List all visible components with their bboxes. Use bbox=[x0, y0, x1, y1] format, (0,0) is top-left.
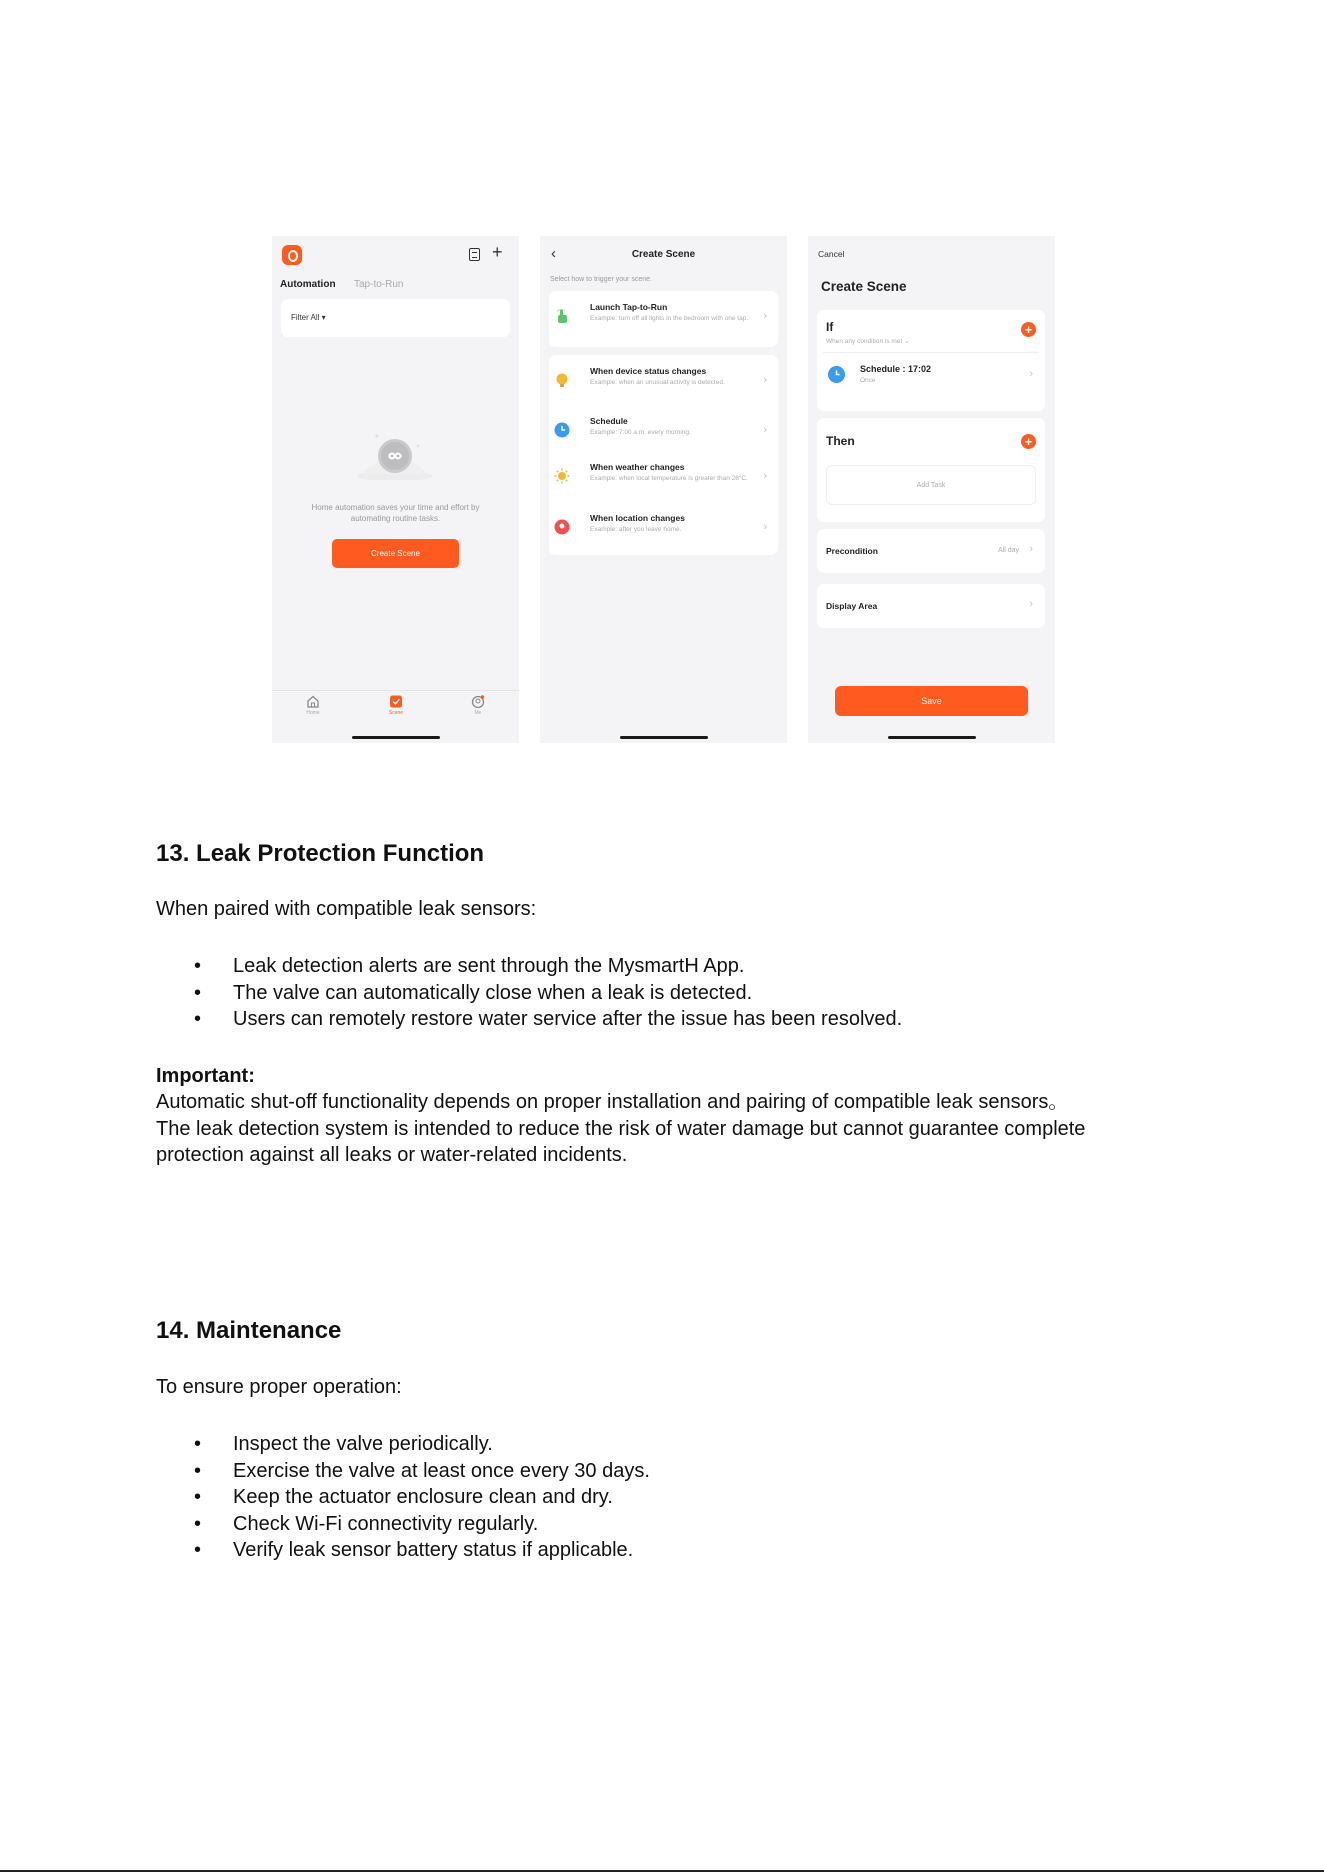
create-scene-edit-screenshot bbox=[808, 236, 1055, 743]
list-item: • Users can remotely restore water service after the issue has been resolved. bbox=[156, 1006, 902, 1033]
sun-icon bbox=[554, 468, 570, 484]
nav-scene[interactable]: Scene bbox=[376, 695, 416, 716]
if-card bbox=[817, 310, 1045, 411]
chevron-right-icon: › bbox=[763, 424, 767, 436]
save-button[interactable]: Save bbox=[835, 686, 1028, 716]
home-indicator bbox=[888, 736, 976, 739]
chevron-right-icon: › bbox=[1029, 543, 1033, 555]
tab-tap-to-run[interactable]: Tap-to-Run bbox=[354, 279, 404, 290]
document-icon[interactable] bbox=[469, 248, 480, 261]
screen-title: Create Scene bbox=[821, 279, 907, 294]
screen-subtitle: Select how to trigger your scene. bbox=[550, 276, 652, 283]
schedule-repeat: Once bbox=[860, 377, 876, 384]
section-13-heading: 13. Leak Protection Function bbox=[156, 840, 485, 867]
chevron-right-icon: › bbox=[763, 521, 767, 533]
important-heading: Important: bbox=[156, 1065, 255, 1087]
screen-title: Create Scene bbox=[631, 249, 696, 260]
important-note bbox=[156, 1063, 1166, 1168]
location-pin-icon bbox=[554, 519, 570, 535]
automation-screenshot bbox=[272, 236, 519, 743]
profile-icon bbox=[471, 695, 485, 708]
home-indicator bbox=[352, 736, 440, 739]
tab-automation[interactable]: Automation bbox=[280, 279, 336, 290]
display-area-row[interactable]: Display Area › bbox=[817, 584, 1045, 628]
filter-label: Filter All ▾ bbox=[291, 313, 326, 322]
scene-icon bbox=[389, 695, 403, 708]
if-heading: If bbox=[826, 320, 834, 334]
section-13-bullets bbox=[156, 953, 902, 1033]
list-item: • Exercise the valve at least once every 30 days. bbox=[156, 1458, 650, 1485]
if-condition-dropdown[interactable]: When any condition is met ⌄ bbox=[826, 338, 910, 345]
nav-me[interactable]: Me bbox=[458, 695, 498, 716]
chevron-right-icon: › bbox=[1029, 368, 1033, 380]
chevron-right-icon: › bbox=[763, 374, 767, 386]
section-13-intro: When paired with compatible leak sensors: bbox=[156, 898, 537, 920]
app-logo-icon bbox=[282, 245, 302, 265]
list-item: • Check Wi-Fi connectivity regularly. bbox=[156, 1511, 650, 1538]
trigger-weather[interactable]: When weather changes Example: when local temperature is greater than 28°C. › bbox=[552, 458, 767, 500]
create-scene-trigger-screenshot bbox=[540, 236, 787, 743]
add-task-button[interactable]: Add Task bbox=[826, 465, 1036, 505]
then-heading: Then bbox=[826, 434, 855, 448]
trigger-location[interactable]: When location changes Example: after you leave home. › bbox=[552, 509, 767, 551]
create-scene-button[interactable]: Create Scene bbox=[332, 539, 459, 568]
chevron-right-icon: › bbox=[763, 310, 767, 322]
clock-icon bbox=[554, 422, 570, 438]
trigger-schedule[interactable]: Schedule Example: 7:00 a.m. every morning. › bbox=[552, 412, 767, 454]
precondition-row[interactable]: Precondition All day › bbox=[817, 529, 1045, 573]
list-item: • Keep the actuator enclosure clean and dry. bbox=[156, 1484, 650, 1511]
list-item: • Verify leak sensor battery status if applicable. bbox=[156, 1537, 650, 1564]
schedule-condition[interactable]: Schedule : 17:02 bbox=[860, 364, 932, 374]
nav-home[interactable]: Home bbox=[293, 695, 333, 716]
add-condition-icon[interactable]: + bbox=[1021, 322, 1036, 337]
trigger-device-status[interactable]: When device status changes Example: when an unusual activity is detected. › bbox=[552, 362, 767, 404]
empty-scene-illustration-icon bbox=[356, 430, 434, 480]
divider bbox=[823, 352, 1039, 353]
trigger-launch-tap-to-run[interactable]: Launch Tap-to-Run Example: turn off all lights in the bedroom with one tap. › bbox=[552, 298, 767, 340]
list-item: • Inspect the valve periodically. bbox=[156, 1431, 650, 1458]
bulb-icon bbox=[554, 372, 570, 388]
home-indicator bbox=[620, 736, 708, 739]
add-task-icon[interactable]: + bbox=[1021, 434, 1036, 449]
section-14-heading: 14. Maintenance bbox=[156, 1317, 342, 1344]
tap-icon bbox=[554, 308, 570, 324]
section-14-bullets bbox=[156, 1431, 650, 1564]
filter-dropdown[interactable] bbox=[281, 299, 510, 337]
empty-state-message: Home automation saves your time and effort by automating routine tasks. bbox=[311, 503, 480, 523]
plus-icon[interactable]: + bbox=[492, 242, 503, 262]
clock-icon bbox=[828, 366, 845, 383]
important-text-2: The leak detection system is intended to reduce the risk of water damage but cannot guarantee complete protection against all leaks or water-related incidents. bbox=[156, 1117, 1086, 1166]
list-item: • The valve can automatically close when a leak is detected. bbox=[156, 980, 902, 1007]
list-item: • Leak detection alerts are sent through the MysmartH App. bbox=[156, 953, 902, 980]
back-chevron-icon[interactable]: ‹ bbox=[551, 245, 556, 262]
important-text-1: Automatic shut-off functionality depends on proper installation and pairing of compatible leak sensors。 bbox=[156, 1091, 1069, 1114]
cancel-button[interactable]: Cancel bbox=[818, 249, 845, 259]
chevron-right-icon: › bbox=[1029, 598, 1033, 610]
chevron-right-icon: › bbox=[763, 470, 767, 482]
then-card bbox=[817, 418, 1045, 522]
home-icon bbox=[306, 695, 320, 708]
section-14-intro: To ensure proper operation: bbox=[156, 1376, 402, 1398]
